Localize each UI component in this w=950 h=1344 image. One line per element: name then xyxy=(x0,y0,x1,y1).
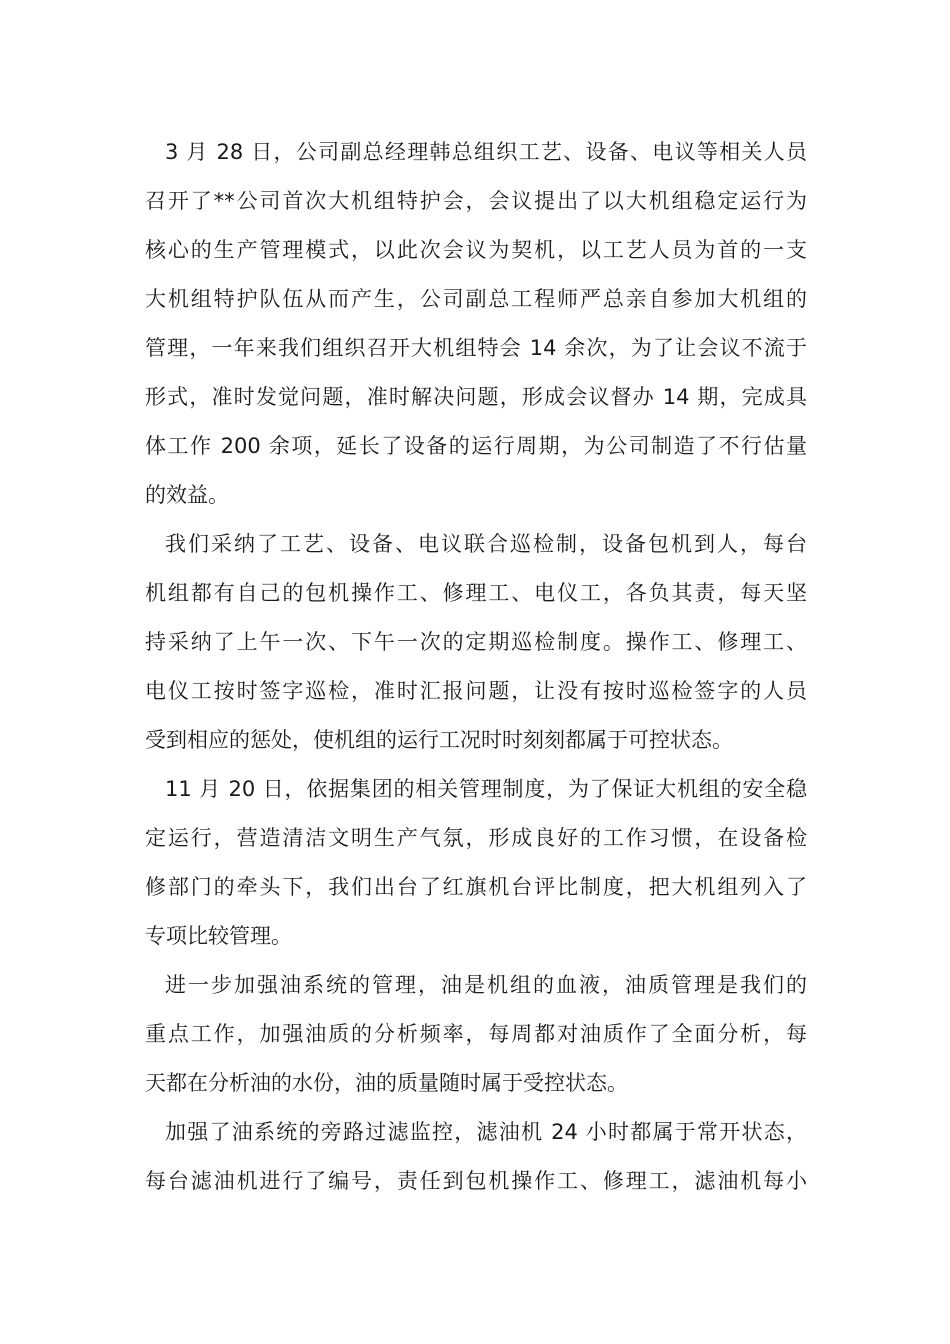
text-line: 机组都有自己的包机操作工、修理工、电仪工，各负其责，每天坚 xyxy=(145,581,807,605)
text-line: 天都在分析油的水份，油的质量随时属于受控状态。 xyxy=(145,1071,628,1095)
text-line: 进一步加强油系统的管理，油是机组的血液，油质管理是我们的 xyxy=(165,973,807,997)
text-line: 管理，一年来我们组织召开大机组特会 14 余次，为了让会议不流于 xyxy=(145,336,807,360)
text-line: 每台滤油机进行了编号，责任到包机操作工、修理工，滤油机每小 xyxy=(145,1169,807,1193)
paragraph xyxy=(145,128,807,520)
text-line: 的效益。 xyxy=(145,483,229,507)
text-line: 修部门的牵头下，我们出台了红旗机台评比制度，把大机组列入了 xyxy=(145,875,807,899)
text-line: 大机组特护队伍从而产生，公司副总工程师严总亲自参加大机组的 xyxy=(145,287,807,311)
text-line: 3 月 28 日，公司副总经理韩总组织工艺、设备、电议等相关人员 xyxy=(165,140,807,164)
text-line: 11 月 20 日，依据集团的相关管理制度，为了保证大机组的安全稳 xyxy=(165,777,807,801)
text-line: 重点工作，加强油质的分析频率，每周都对油质作了全面分析，每 xyxy=(145,1022,807,1046)
paragraph xyxy=(145,765,807,961)
text-line: 体工作 200 余项，延长了设备的运行周期，为公司制造了不行估量 xyxy=(145,434,807,458)
text-line: 核心的生产管理模式，以此次会议为契机，以工艺人员为首的一支 xyxy=(145,238,807,262)
text-line: 定运行，营造清洁文明生产气氛，形成良好的工作习惯，在设备检 xyxy=(145,826,807,850)
text-line: 专项比较管理。 xyxy=(145,924,292,948)
paragraph xyxy=(145,520,807,765)
text-line: 加强了油系统的旁路过滤监控，滤油机 24 小时都属于常开状态， xyxy=(165,1120,807,1144)
text-line: 召开了**公司首次大机组特护会，会议提出了以大机组稳定运行为 xyxy=(145,189,807,213)
paragraph xyxy=(145,961,807,1108)
text-line: 形式，准时发觉问题，准时解决问题，形成会议督办 14 期，完成具 xyxy=(145,385,807,409)
document-body xyxy=(145,128,807,1206)
text-line: 我们采纳了工艺、设备、电议联合巡检制，设备包机到人，每台 xyxy=(165,532,807,556)
text-line: 电仪工按时签字巡检，准时汇报问题，让没有按时巡检签字的人员 xyxy=(145,679,807,703)
text-line: 受到相应的惩处，使机组的运行工况时时刻刻都属于可控状态。 xyxy=(145,728,733,752)
paragraph xyxy=(145,1108,807,1206)
text-line: 持采纳了上午一次、下午一次的定期巡检制度。操作工、修理工、 xyxy=(145,630,807,654)
